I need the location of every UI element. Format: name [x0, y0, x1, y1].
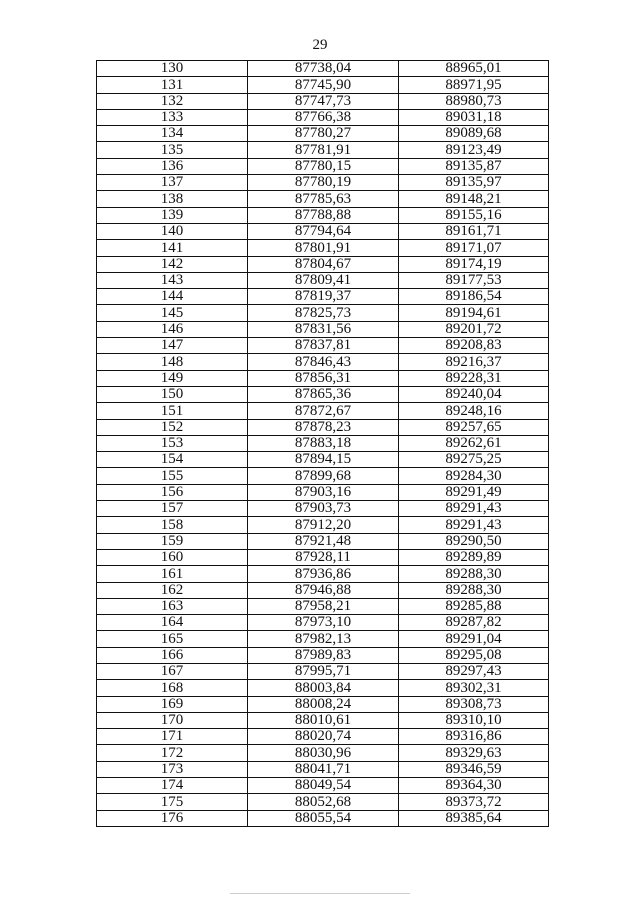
x-coordinate-cell: 87780,15	[248, 158, 399, 174]
point-number-cell: 164	[97, 615, 248, 631]
point-number-cell: 140	[97, 223, 248, 239]
y-coordinate-cell: 89287,82	[399, 615, 549, 631]
y-coordinate-cell: 89135,97	[399, 175, 549, 191]
x-coordinate-cell: 87738,04	[248, 61, 399, 77]
table-row	[97, 256, 549, 272]
x-coordinate-cell: 87831,56	[248, 321, 399, 337]
x-coordinate-cell: 87788,88	[248, 207, 399, 223]
y-coordinate-cell: 89257,65	[399, 419, 549, 435]
x-coordinate-cell: 87973,10	[248, 615, 399, 631]
point-number-cell: 136	[97, 158, 248, 174]
y-coordinate-cell: 89291,49	[399, 484, 549, 500]
y-coordinate-cell: 89135,87	[399, 158, 549, 174]
table-row	[97, 338, 549, 354]
x-coordinate-cell: 87903,73	[248, 501, 399, 517]
x-coordinate-cell: 88049,54	[248, 778, 399, 794]
point-number-cell: 162	[97, 582, 248, 598]
y-coordinate-cell: 89262,61	[399, 435, 549, 451]
y-coordinate-cell: 89216,37	[399, 354, 549, 370]
table-row	[97, 468, 549, 484]
table-row	[97, 582, 549, 598]
point-number-cell: 168	[97, 680, 248, 696]
x-coordinate-cell: 87903,16	[248, 484, 399, 500]
x-coordinate-cell: 87781,91	[248, 142, 399, 158]
table-row	[97, 175, 549, 191]
x-coordinate-cell: 87785,63	[248, 191, 399, 207]
point-number-cell: 156	[97, 484, 248, 500]
y-coordinate-cell: 89174,19	[399, 256, 549, 272]
point-number-cell: 173	[97, 761, 248, 777]
y-coordinate-cell: 89240,04	[399, 386, 549, 402]
x-coordinate-cell: 87794,64	[248, 223, 399, 239]
point-number-cell: 149	[97, 370, 248, 386]
x-coordinate-cell: 88008,24	[248, 696, 399, 712]
point-number-cell: 150	[97, 386, 248, 402]
x-coordinate-cell: 88003,84	[248, 680, 399, 696]
point-number-cell: 132	[97, 93, 248, 109]
point-number-cell: 174	[97, 778, 248, 794]
table-row	[97, 240, 549, 256]
table-row	[97, 272, 549, 288]
point-number-cell: 134	[97, 126, 248, 142]
x-coordinate-cell: 87894,15	[248, 452, 399, 468]
x-coordinate-cell: 87989,83	[248, 647, 399, 663]
y-coordinate-cell: 88971,95	[399, 77, 549, 93]
point-number-cell: 143	[97, 272, 248, 288]
page-number: 29	[312, 37, 328, 53]
table-row	[97, 761, 549, 777]
y-coordinate-cell: 89123,49	[399, 142, 549, 158]
point-number-cell: 153	[97, 435, 248, 451]
x-coordinate-cell: 87899,68	[248, 468, 399, 484]
point-number-cell: 144	[97, 289, 248, 305]
x-coordinate-cell: 87819,37	[248, 289, 399, 305]
x-coordinate-cell: 87856,31	[248, 370, 399, 386]
table-row	[97, 93, 549, 109]
table-row	[97, 61, 549, 77]
point-number-cell: 176	[97, 810, 248, 826]
x-coordinate-cell: 87921,48	[248, 533, 399, 549]
y-coordinate-cell: 89161,71	[399, 223, 549, 239]
table-row	[97, 533, 549, 549]
y-coordinate-cell: 89275,25	[399, 452, 549, 468]
table-body	[97, 61, 549, 827]
x-coordinate-cell: 87825,73	[248, 305, 399, 321]
y-coordinate-cell: 89302,31	[399, 680, 549, 696]
point-number-cell: 160	[97, 549, 248, 565]
x-coordinate-cell: 87958,21	[248, 598, 399, 614]
table-row	[97, 794, 549, 810]
x-coordinate-cell: 88020,74	[248, 729, 399, 745]
y-coordinate-cell: 89284,30	[399, 468, 549, 484]
y-coordinate-cell: 89171,07	[399, 240, 549, 256]
x-coordinate-cell: 87780,27	[248, 126, 399, 142]
x-coordinate-cell: 88041,71	[248, 761, 399, 777]
x-coordinate-cell: 88030,96	[248, 745, 399, 761]
x-coordinate-cell: 87766,38	[248, 109, 399, 125]
y-coordinate-cell: 89308,73	[399, 696, 549, 712]
y-coordinate-cell: 89285,88	[399, 598, 549, 614]
y-coordinate-cell: 89148,21	[399, 191, 549, 207]
y-coordinate-cell: 88965,01	[399, 61, 549, 77]
table-row	[97, 631, 549, 647]
table-row	[97, 305, 549, 321]
point-number-cell: 141	[97, 240, 248, 256]
table-row	[97, 729, 549, 745]
y-coordinate-cell: 89194,61	[399, 305, 549, 321]
table-row	[97, 484, 549, 500]
point-number-cell: 165	[97, 631, 248, 647]
y-coordinate-cell: 89310,10	[399, 712, 549, 728]
point-number-cell: 135	[97, 142, 248, 158]
point-number-cell: 145	[97, 305, 248, 321]
table-row	[97, 778, 549, 794]
y-coordinate-cell: 89329,63	[399, 745, 549, 761]
x-coordinate-cell: 87936,86	[248, 566, 399, 582]
y-coordinate-cell: 89177,53	[399, 272, 549, 288]
point-number-cell: 171	[97, 729, 248, 745]
y-coordinate-cell: 89155,16	[399, 207, 549, 223]
x-coordinate-cell: 87745,90	[248, 77, 399, 93]
point-number-cell: 163	[97, 598, 248, 614]
point-number-cell: 138	[97, 191, 248, 207]
point-number-cell: 159	[97, 533, 248, 549]
x-coordinate-cell: 87846,43	[248, 354, 399, 370]
point-number-cell: 175	[97, 794, 248, 810]
y-coordinate-cell: 89346,59	[399, 761, 549, 777]
y-coordinate-cell: 89290,50	[399, 533, 549, 549]
coordinates-table	[96, 60, 549, 827]
point-number-cell: 166	[97, 647, 248, 663]
y-coordinate-cell: 89248,16	[399, 403, 549, 419]
x-coordinate-cell: 87872,67	[248, 403, 399, 419]
table-row	[97, 680, 549, 696]
point-number-cell: 151	[97, 403, 248, 419]
y-coordinate-cell: 89228,31	[399, 370, 549, 386]
point-number-cell: 167	[97, 663, 248, 679]
table-row	[97, 435, 549, 451]
point-number-cell: 158	[97, 517, 248, 533]
x-coordinate-cell: 87995,71	[248, 663, 399, 679]
x-coordinate-cell: 87878,23	[248, 419, 399, 435]
y-coordinate-cell: 89373,72	[399, 794, 549, 810]
x-coordinate-cell: 87809,41	[248, 272, 399, 288]
point-number-cell: 157	[97, 501, 248, 517]
x-coordinate-cell: 87804,67	[248, 256, 399, 272]
table-row	[97, 321, 549, 337]
point-number-cell: 137	[97, 175, 248, 191]
point-number-cell: 146	[97, 321, 248, 337]
y-coordinate-cell: 89297,43	[399, 663, 549, 679]
table-row	[97, 403, 549, 419]
point-number-cell: 147	[97, 338, 248, 354]
point-number-cell: 152	[97, 419, 248, 435]
y-coordinate-cell: 89364,30	[399, 778, 549, 794]
table-row	[97, 615, 549, 631]
point-number-cell: 172	[97, 745, 248, 761]
table-row	[97, 566, 549, 582]
x-coordinate-cell: 87801,91	[248, 240, 399, 256]
table-row	[97, 745, 549, 761]
y-coordinate-cell: 89291,43	[399, 517, 549, 533]
point-number-cell: 139	[97, 207, 248, 223]
x-coordinate-cell: 87883,18	[248, 435, 399, 451]
y-coordinate-cell: 89186,54	[399, 289, 549, 305]
y-coordinate-cell: 89295,08	[399, 647, 549, 663]
x-coordinate-cell: 88010,61	[248, 712, 399, 728]
table-row	[97, 223, 549, 239]
y-coordinate-cell: 89288,30	[399, 566, 549, 582]
table-row	[97, 452, 549, 468]
table-row	[97, 109, 549, 125]
table-row	[97, 386, 549, 402]
table-row	[97, 419, 549, 435]
point-number-cell: 170	[97, 712, 248, 728]
x-coordinate-cell: 88055,54	[248, 810, 399, 826]
point-number-cell: 131	[97, 77, 248, 93]
table-row	[97, 549, 549, 565]
y-coordinate-cell: 89031,18	[399, 109, 549, 125]
y-coordinate-cell: 89288,30	[399, 582, 549, 598]
x-coordinate-cell: 87912,20	[248, 517, 399, 533]
bottom-rule	[230, 893, 410, 894]
x-coordinate-cell: 87946,88	[248, 582, 399, 598]
table-row	[97, 598, 549, 614]
point-number-cell: 155	[97, 468, 248, 484]
table-row	[97, 647, 549, 663]
table-row	[97, 142, 549, 158]
y-coordinate-cell: 89208,83	[399, 338, 549, 354]
y-coordinate-cell: 89385,64	[399, 810, 549, 826]
x-coordinate-cell: 87928,11	[248, 549, 399, 565]
y-coordinate-cell: 88980,73	[399, 93, 549, 109]
table-row	[97, 517, 549, 533]
x-coordinate-cell: 87747,73	[248, 93, 399, 109]
point-number-cell: 142	[97, 256, 248, 272]
point-number-cell: 130	[97, 61, 248, 77]
table-row	[97, 289, 549, 305]
table-row	[97, 191, 549, 207]
y-coordinate-cell: 89289,89	[399, 549, 549, 565]
table-row	[97, 810, 549, 826]
table-row	[97, 696, 549, 712]
table-row	[97, 207, 549, 223]
x-coordinate-cell: 87780,19	[248, 175, 399, 191]
table-row	[97, 370, 549, 386]
point-number-cell: 161	[97, 566, 248, 582]
table-row	[97, 158, 549, 174]
table-row	[97, 126, 549, 142]
y-coordinate-cell: 89291,43	[399, 501, 549, 517]
x-coordinate-cell: 87837,81	[248, 338, 399, 354]
x-coordinate-cell: 88052,68	[248, 794, 399, 810]
point-number-cell: 169	[97, 696, 248, 712]
table-row	[97, 77, 549, 93]
point-number-cell: 148	[97, 354, 248, 370]
y-coordinate-cell: 89089,68	[399, 126, 549, 142]
table-row	[97, 712, 549, 728]
table-row	[97, 354, 549, 370]
x-coordinate-cell: 87982,13	[248, 631, 399, 647]
point-number-cell: 133	[97, 109, 248, 125]
y-coordinate-cell: 89201,72	[399, 321, 549, 337]
x-coordinate-cell: 87865,36	[248, 386, 399, 402]
table-row	[97, 501, 549, 517]
y-coordinate-cell: 89291,04	[399, 631, 549, 647]
table-row	[97, 663, 549, 679]
y-coordinate-cell: 89316,86	[399, 729, 549, 745]
point-number-cell: 154	[97, 452, 248, 468]
